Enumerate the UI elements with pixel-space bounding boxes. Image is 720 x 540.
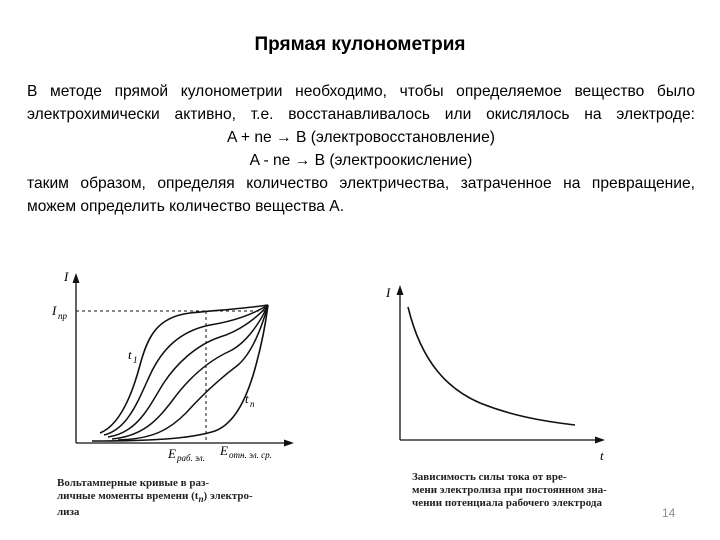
voltammetry-caption (57, 477, 253, 519)
slide-title: Прямая кулонометрия (254, 34, 466, 55)
x-axis-arrow (284, 440, 294, 447)
voltammetric-curve-3 (108, 305, 268, 437)
voltammetry-figure (40, 265, 310, 475)
body-line-4: можем определить количество вещества А. (27, 198, 345, 215)
y-axis-label: I (64, 269, 69, 284)
current-time-figure (370, 275, 620, 475)
voltammetric-curve-6 (92, 305, 268, 441)
voltammetric-curve-1 (100, 305, 268, 433)
y-axis-label: I (386, 285, 391, 300)
current-time-caption (412, 471, 607, 510)
body-line-3: таким образом, определяя количество электричества, затраченное на превращение, (27, 175, 695, 192)
curve-label-tn-sub: n (250, 399, 255, 409)
voltammetry-caption-line-3: лиза (57, 506, 80, 519)
x-label-working-electrode-sub: раб. эл. (177, 453, 205, 463)
reaction-oxidation: A - ne → B (электроокисление) (249, 152, 473, 169)
y-axis-arrow (73, 273, 80, 283)
y-axis-arrow (397, 285, 404, 295)
current-time-caption-line-1: Зависимость силы тока от вре- (412, 471, 567, 483)
current-time-caption-line-2: мени электролиза при постоянном зна- (412, 484, 607, 496)
body-text (27, 80, 695, 218)
decay-curve (408, 307, 575, 425)
voltammetry-caption-line-1: Вольтамперные кривые в раз- (57, 477, 210, 489)
x-axis-label: t (600, 448, 604, 463)
limit-current-sub: пр (58, 311, 67, 321)
curve-label-tn: t (245, 391, 249, 406)
curve-label-t1: t (128, 347, 132, 362)
body-line-2: электрохимически активно, т.е. восстанавливалось или окислялось на электроде: (27, 106, 695, 123)
limit-current-label: I (52, 303, 57, 318)
x-label-reference-electrode-sub: отн. эл. ср. (229, 450, 272, 460)
x-axis-arrow (595, 437, 605, 444)
x-label-reference-electrode: E (220, 443, 228, 458)
body-line-1: В методе прямой кулонометрии необходимо, чтобы определяемое вещество было (27, 83, 695, 100)
current-time-caption-line-3: чении потенциала рабочего электрода (412, 497, 602, 509)
x-label-working-electrode: E (168, 446, 176, 461)
voltammetric-curve-2 (104, 305, 268, 435)
reaction-reduction: A + ne → B (электровосстановление) (227, 129, 495, 146)
page-number: 14 (662, 506, 676, 520)
voltammetry-caption-line-2: личные моменты времени $(t_п)$ электро- (57, 490, 253, 505)
curve-label-t1-sub: 1 (133, 355, 138, 365)
